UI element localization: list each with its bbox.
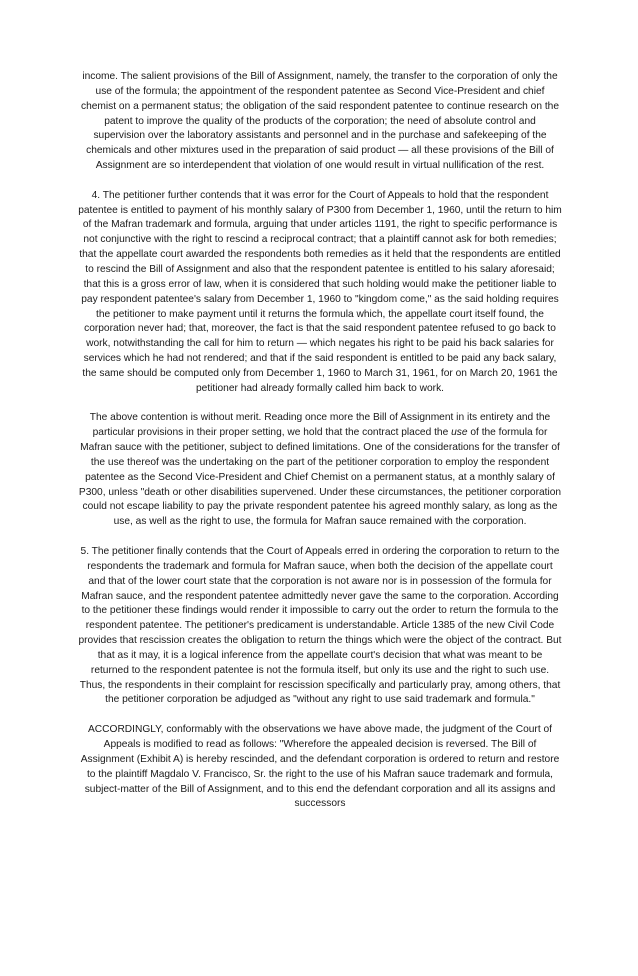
paragraph-point-5-return-formula: 5. The petitioner finally contends that the Court of Appeals erred in ordering the corporation to return to the respondents the trademark and formula for Mafran sauce, when both the decision of the appellate court and that of the lower court state that the corporation is not aware nor is in possession of the formula for Mafran sauce, and the respondent patentee admittedly never gave the same to the corporation. According to the petitioner these findings would render it impossible to carry out the order to return the formula to the respondent patentee. The petitioner's predicament is understandable. Article 1385 of the new Civil Code provides that rescission creates the obligation to return the things which were the object of the contract. But that as it may, it is a logical inference from the appellate court's decision that what was meant to be returned to the respondent patentee is not the formula itself, but only its use and the right to such use. Thus, the respondents in their complaint for rescission specifically and particularly pray, among others, that the petitioner corporation be adjudged as "without any right to use said trademark and formula." [78,546,562,706]
document-page [78,70,562,812]
paragraph-text-after-emphasis: of the formula for Mafran sauce with the petitioner, subject to defined limitations. One of the considerations for the transfer of the use thereof was the undertaking on the part of the petitioner corporation to employ the respondent patentee as the Second Vice-President and Chief Chemist on a permanent status, at a monthly salary of P300, unless "death or other disabilities supervened. Under these circumstances, the petitioner corporation could not escape liability to pay the private respondent patentee his agreed monthly salary, as long as the use, as well as the right to use, the formula for Mafran sauce remained with the corporation. [78,427,562,528]
paragraph-text-before-emphasis: The above contention is without merit. Reading once more the Bill of Assignment in its entirety and the particular provisions in their proper setting, we hold that the contract placed the [89,412,551,439]
paragraph-point-4-salary-contention: 4. The petitioner further contends that it was error for the Court of Appeals to hold that the respondent patentee is entitled to payment of his monthly salary of P300 from December 1, 1960, until the return to him of the Mafran trademark and formula, arguing that under articles 1191, the right to specific performance is not conjunctive with the right to rescind a reciprocal contract; that a plaintiff cannot ask for both remedies; that the appellate court awarded the respondents both remedies as it held that the respondents are entitled to rescind the Bill of Assignment and also that the respondent patentee is entitled to his salary aforesaid; that this is a gross error of law, when it is considered that such holding would make the petitioner liable to pay respondent patentee's salary from December 1, 1960 to "kingdom come," as the said holding requires the petitioner to make payment until it returns the formula which, the appellate court itself found, the corporation never had; that, moreover, the fact is that the said respondent patentee refused to go back to work, notwithstanding the call for him to return — which negates his right to be paid his back salaries for services which he had not rendered; and that if the said respondent is entitled to be paid any back salary, the same should be computed only from December 1, 1960 to March 31, 1961, for on March 20, 1961 the petitioner had already formally called him back to work. [78,189,562,394]
paragraph-bill-of-assignment-provisions: income. The salient provisions of the Bill of Assignment, namely, the transfer to the corporation of only the use of the formula; the appointment of the respondent patentee as Second Vice-President and chief chemist on a permanent status; the obligation of the said respondent patentee to continue research on the patent to improve the quality of the products of the corporation; the need of absolute control and supervision over the laboratory assistants and personnel and in the purchase and safekeeping of the chemicals and other mixtures used in the preparation of said product — all these provisions of the Bill of Assignment are so interdependent that violation of one would result in virtual nullification of the rest. [81,71,559,172]
emphasized-word-use: use [451,427,468,439]
paragraph-contention-without-merit [78,411,562,530]
paragraph-accordingly-judgment: ACCORDINGLY, conformably with the observations we have above made, the judgment of the Court of Appeals is modified to read as follows: "Wherefore the appealed decision is reversed. The Bill of Assignment (Exhibit A) is hereby rescinded, and the defendant corporation is ordered to return and restore to the plaintiff Magdalo V. Francisco, Sr. the right to the use of his Mafran sauce trademark and formula, subject-matter of the Bill of Assignment, and to this end the defendant corporation and all its assigns and successors [80,724,560,810]
